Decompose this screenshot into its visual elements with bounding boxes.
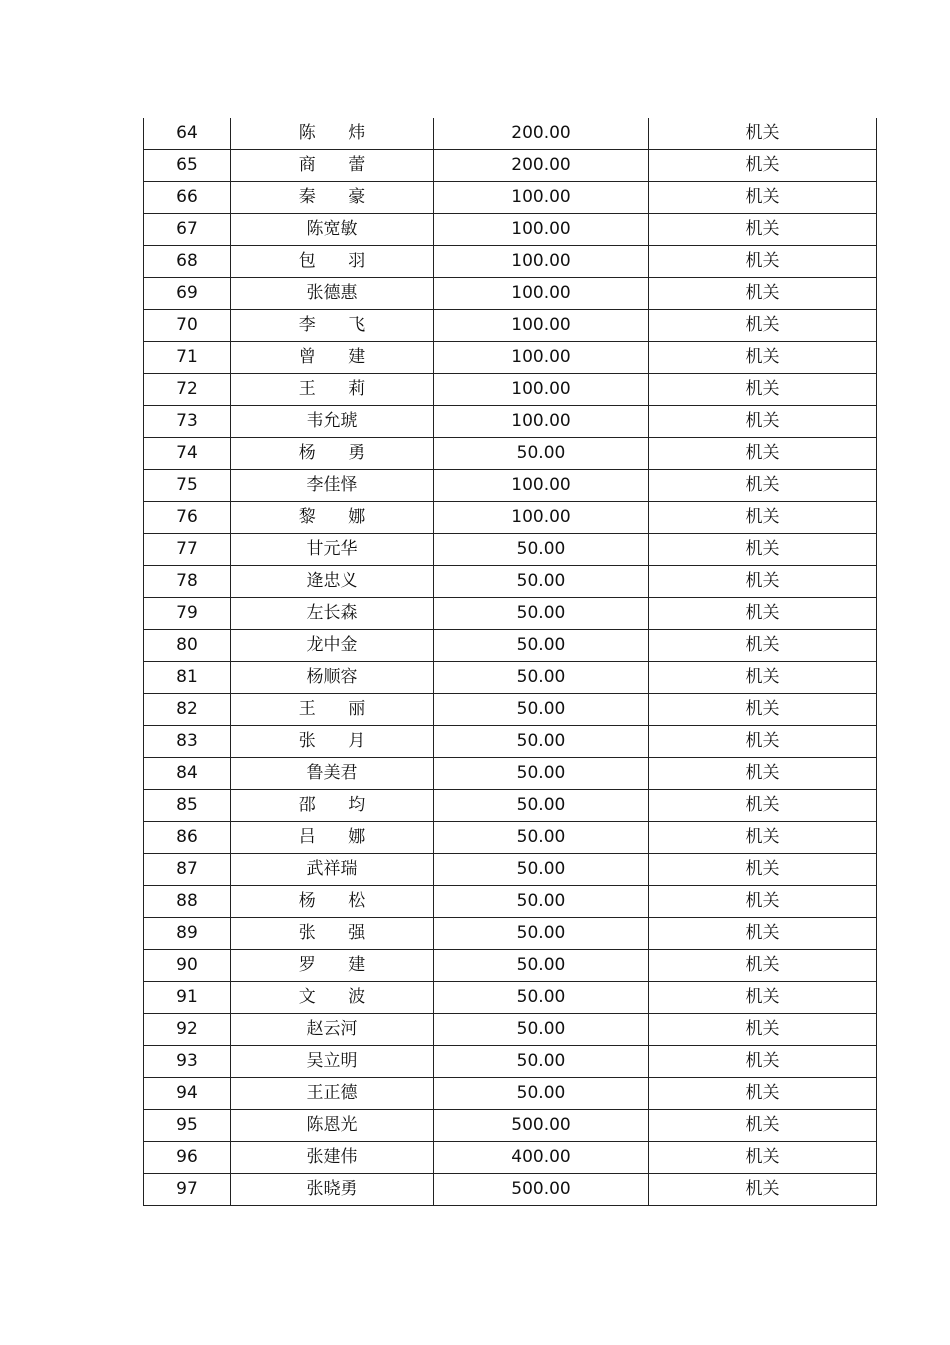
- amount-cell: 50.00: [434, 534, 649, 566]
- amount-cell: 50.00: [434, 598, 649, 630]
- table-row: [144, 502, 877, 534]
- row-number-cell: 86: [144, 822, 231, 854]
- row-number-cell: 81: [144, 662, 231, 694]
- amount-cell: 50.00: [434, 438, 649, 470]
- table-row: [144, 886, 877, 918]
- unit-cell: 机关: [649, 662, 877, 694]
- row-number-cell: 94: [144, 1078, 231, 1110]
- table-row: [144, 662, 877, 694]
- row-number-cell: 78: [144, 566, 231, 598]
- table-row: [144, 150, 877, 182]
- name-cell: 李佳怿: [231, 470, 434, 502]
- amount-cell: 200.00: [434, 150, 649, 182]
- row-number-cell: 88: [144, 886, 231, 918]
- amount-cell: 50.00: [434, 662, 649, 694]
- table-row: [144, 438, 877, 470]
- amount-cell: 50.00: [434, 726, 649, 758]
- unit-cell: 机关: [649, 438, 877, 470]
- name-cell: 秦 豪: [231, 182, 434, 214]
- name-cell: 包 羽: [231, 246, 434, 278]
- table-row: [144, 694, 877, 726]
- table-row: [144, 310, 877, 342]
- unit-cell: 机关: [649, 278, 877, 310]
- name-cell: 左长森: [231, 598, 434, 630]
- row-number-cell: 96: [144, 1142, 231, 1174]
- amount-cell: 100.00: [434, 470, 649, 502]
- name-cell: 黎 娜: [231, 502, 434, 534]
- table-row: [144, 246, 877, 278]
- row-number-cell: 91: [144, 982, 231, 1014]
- table-row: [144, 214, 877, 246]
- amount-cell: 50.00: [434, 822, 649, 854]
- table-row: [144, 534, 877, 566]
- table-row: [144, 950, 877, 982]
- unit-cell: 机关: [649, 534, 877, 566]
- table-row: [144, 918, 877, 950]
- table-row: [144, 598, 877, 630]
- table-row: [144, 470, 877, 502]
- unit-cell: 机关: [649, 1110, 877, 1142]
- table-body: [144, 118, 877, 1206]
- row-number-cell: 93: [144, 1046, 231, 1078]
- amount-cell: 50.00: [434, 566, 649, 598]
- row-number-cell: 84: [144, 758, 231, 790]
- table-row: [144, 758, 877, 790]
- unit-cell: 机关: [649, 1174, 877, 1206]
- name-cell: 李 飞: [231, 310, 434, 342]
- table-row: [144, 406, 877, 438]
- amount-cell: 50.00: [434, 950, 649, 982]
- name-cell: 韦允琥: [231, 406, 434, 438]
- unit-cell: 机关: [649, 502, 877, 534]
- amount-cell: 50.00: [434, 694, 649, 726]
- row-number-cell: 77: [144, 534, 231, 566]
- unit-cell: 机关: [649, 406, 877, 438]
- amount-cell: 100.00: [434, 342, 649, 374]
- amount-cell: 500.00: [434, 1174, 649, 1206]
- amount-cell: 100.00: [434, 310, 649, 342]
- unit-cell: 机关: [649, 246, 877, 278]
- amount-cell: 50.00: [434, 918, 649, 950]
- unit-cell: 机关: [649, 854, 877, 886]
- amount-cell: 500.00: [434, 1110, 649, 1142]
- table-row: [144, 374, 877, 406]
- donation-list-table: [143, 118, 877, 1206]
- name-cell: 吕 娜: [231, 822, 434, 854]
- name-cell: 张 强: [231, 918, 434, 950]
- row-number-cell: 79: [144, 598, 231, 630]
- name-cell: 杨 松: [231, 886, 434, 918]
- name-cell: 张德惠: [231, 278, 434, 310]
- name-cell: 龙中金: [231, 630, 434, 662]
- unit-cell: 机关: [649, 374, 877, 406]
- unit-cell: 机关: [649, 1014, 877, 1046]
- name-cell: 鲁美君: [231, 758, 434, 790]
- table-row: [144, 854, 877, 886]
- name-cell: 陈恩光: [231, 1110, 434, 1142]
- unit-cell: 机关: [649, 1046, 877, 1078]
- table-row: [144, 1046, 877, 1078]
- unit-cell: 机关: [649, 758, 877, 790]
- row-number-cell: 66: [144, 182, 231, 214]
- unit-cell: 机关: [649, 694, 877, 726]
- amount-cell: 50.00: [434, 886, 649, 918]
- name-cell: 王 丽: [231, 694, 434, 726]
- amount-cell: 50.00: [434, 1046, 649, 1078]
- row-number-cell: 69: [144, 278, 231, 310]
- name-cell: 罗 建: [231, 950, 434, 982]
- name-cell: 赵云河: [231, 1014, 434, 1046]
- table-row: [144, 1110, 877, 1142]
- unit-cell: 机关: [649, 982, 877, 1014]
- row-number-cell: 67: [144, 214, 231, 246]
- name-cell: 陈宽敏: [231, 214, 434, 246]
- table-row: [144, 1142, 877, 1174]
- table-row: [144, 118, 877, 150]
- unit-cell: 机关: [649, 470, 877, 502]
- name-cell: 陈 炜: [231, 118, 434, 150]
- table-row: [144, 182, 877, 214]
- amount-cell: 400.00: [434, 1142, 649, 1174]
- row-number-cell: 65: [144, 150, 231, 182]
- row-number-cell: 85: [144, 790, 231, 822]
- row-number-cell: 92: [144, 1014, 231, 1046]
- amount-cell: 50.00: [434, 630, 649, 662]
- unit-cell: 机关: [649, 790, 877, 822]
- unit-cell: 机关: [649, 566, 877, 598]
- table-row: [144, 630, 877, 662]
- row-number-cell: 73: [144, 406, 231, 438]
- row-number-cell: 72: [144, 374, 231, 406]
- unit-cell: 机关: [649, 214, 877, 246]
- amount-cell: 50.00: [434, 1014, 649, 1046]
- name-cell: 商 蕾: [231, 150, 434, 182]
- name-cell: 邵 均: [231, 790, 434, 822]
- amount-cell: 100.00: [434, 182, 649, 214]
- name-cell: 文 波: [231, 982, 434, 1014]
- row-number-cell: 75: [144, 470, 231, 502]
- table-row: [144, 1174, 877, 1206]
- amount-cell: 100.00: [434, 502, 649, 534]
- amount-cell: 50.00: [434, 982, 649, 1014]
- name-cell: 吴立明: [231, 1046, 434, 1078]
- row-number-cell: 89: [144, 918, 231, 950]
- table-row: [144, 726, 877, 758]
- donation-list-table-container: [143, 118, 876, 1206]
- table-row: [144, 278, 877, 310]
- unit-cell: 机关: [649, 342, 877, 374]
- name-cell: 曾 建: [231, 342, 434, 374]
- amount-cell: 100.00: [434, 278, 649, 310]
- amount-cell: 50.00: [434, 758, 649, 790]
- name-cell: 张建伟: [231, 1142, 434, 1174]
- table-row: [144, 1078, 877, 1110]
- unit-cell: 机关: [649, 1142, 877, 1174]
- row-number-cell: 68: [144, 246, 231, 278]
- table-row: [144, 822, 877, 854]
- unit-cell: 机关: [649, 182, 877, 214]
- table-row: [144, 982, 877, 1014]
- amount-cell: 50.00: [434, 790, 649, 822]
- row-number-cell: 87: [144, 854, 231, 886]
- unit-cell: 机关: [649, 150, 877, 182]
- name-cell: 张 月: [231, 726, 434, 758]
- amount-cell: 50.00: [434, 1078, 649, 1110]
- unit-cell: 机关: [649, 1078, 877, 1110]
- row-number-cell: 97: [144, 1174, 231, 1206]
- name-cell: 王正德: [231, 1078, 434, 1110]
- amount-cell: 100.00: [434, 406, 649, 438]
- unit-cell: 机关: [649, 598, 877, 630]
- name-cell: 逄忠义: [231, 566, 434, 598]
- row-number-cell: 70: [144, 310, 231, 342]
- table-row: [144, 790, 877, 822]
- table-row: [144, 1014, 877, 1046]
- row-number-cell: 71: [144, 342, 231, 374]
- row-number-cell: 83: [144, 726, 231, 758]
- name-cell: 杨 勇: [231, 438, 434, 470]
- unit-cell: 机关: [649, 310, 877, 342]
- row-number-cell: 80: [144, 630, 231, 662]
- amount-cell: 100.00: [434, 214, 649, 246]
- amount-cell: 50.00: [434, 854, 649, 886]
- row-number-cell: 76: [144, 502, 231, 534]
- table-row: [144, 342, 877, 374]
- table-row: [144, 566, 877, 598]
- unit-cell: 机关: [649, 886, 877, 918]
- name-cell: 武祥瑞: [231, 854, 434, 886]
- unit-cell: 机关: [649, 950, 877, 982]
- name-cell: 王 莉: [231, 374, 434, 406]
- name-cell: 甘元华: [231, 534, 434, 566]
- name-cell: 张晓勇: [231, 1174, 434, 1206]
- amount-cell: 200.00: [434, 118, 649, 150]
- amount-cell: 100.00: [434, 374, 649, 406]
- unit-cell: 机关: [649, 918, 877, 950]
- name-cell: 杨顺容: [231, 662, 434, 694]
- unit-cell: 机关: [649, 822, 877, 854]
- row-number-cell: 82: [144, 694, 231, 726]
- unit-cell: 机关: [649, 630, 877, 662]
- unit-cell: 机关: [649, 726, 877, 758]
- amount-cell: 100.00: [434, 246, 649, 278]
- row-number-cell: 64: [144, 118, 231, 150]
- row-number-cell: 74: [144, 438, 231, 470]
- unit-cell: 机关: [649, 118, 877, 150]
- row-number-cell: 90: [144, 950, 231, 982]
- row-number-cell: 95: [144, 1110, 231, 1142]
